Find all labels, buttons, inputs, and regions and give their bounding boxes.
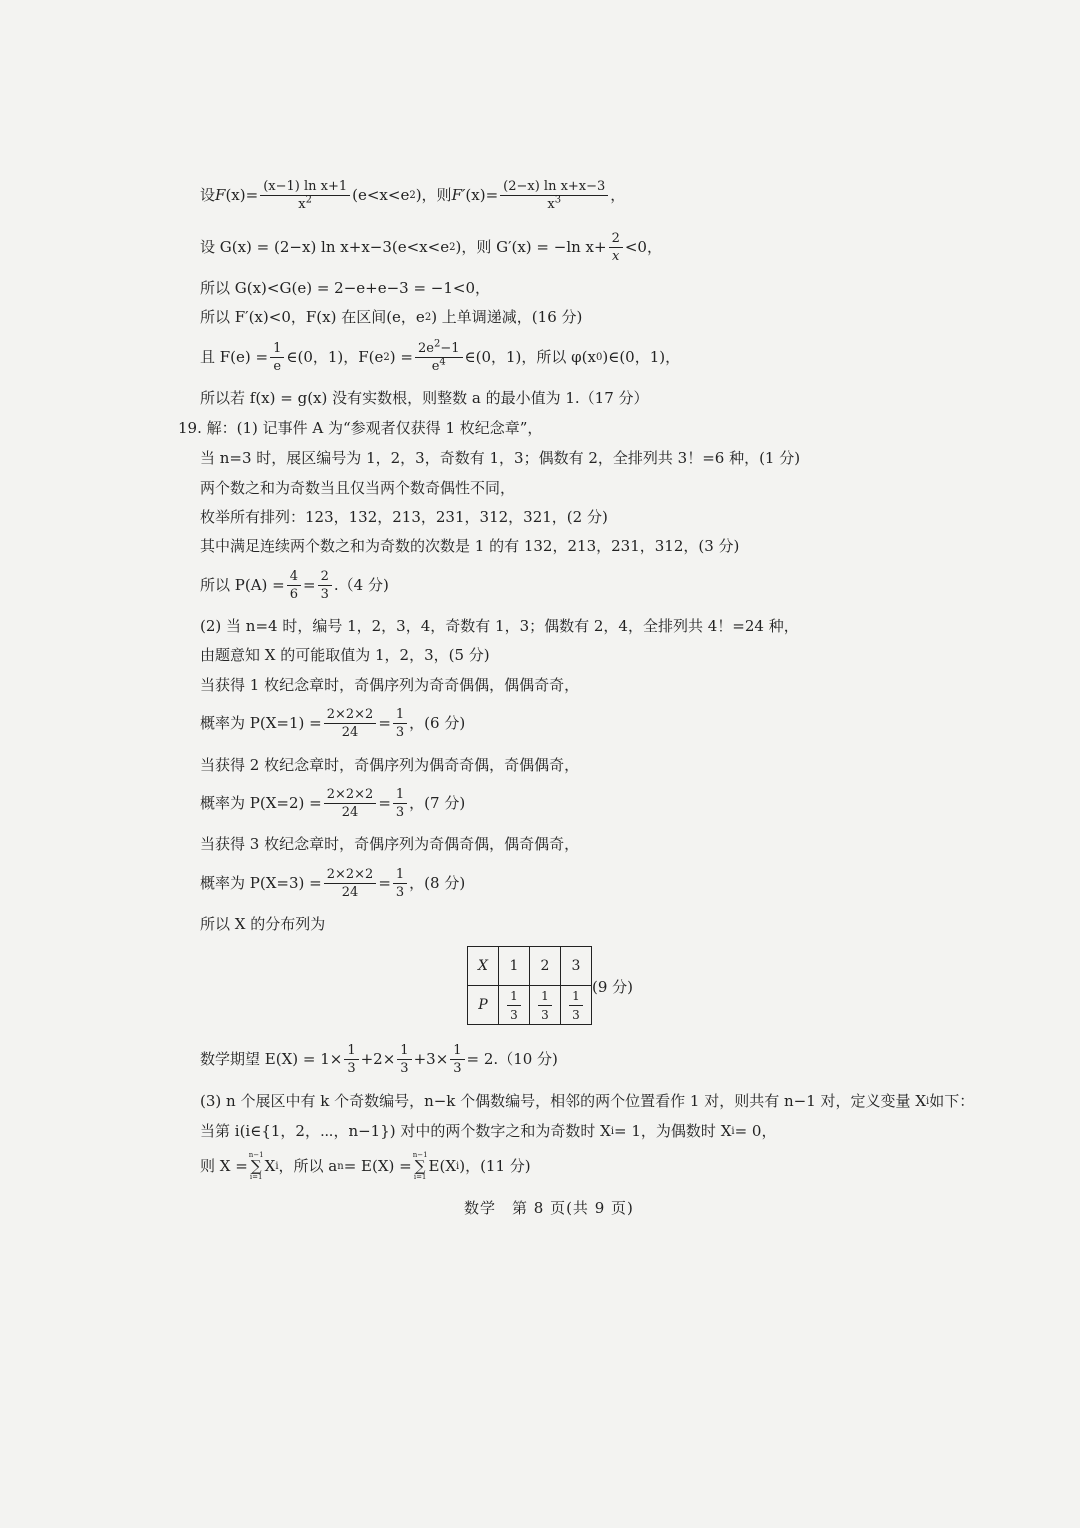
text-line: 当第 i(i∈{1，2，⋯，n−1}) 对中的两个数字之和为奇数时 X i = 1，为偶数时 X i = 0， — [200, 1122, 777, 1140]
formula-expectation: 数学期望 E(X) = 1× $\frac{1}{3}$ +2× $\frac{1}{3}$ +3× $\frac{1}{3}$ = 2.（10 分) — [200, 1043, 558, 1076]
fraction: $\frac{1}{3}$ — [393, 708, 407, 739]
text-line: 所以 X 的分布列为 — [200, 915, 326, 933]
formula-PX1: 概率为 P(X=1) = $\frac{2\times 2\times 2}{24}$ = $\frac{1}{3}$ ，(6 分) — [200, 707, 466, 740]
formula-F-def: 设 F (x) = $\frac{\text{(x−1) ln x+1}}{x^2}$ (e<x<e 2 )，则 F′ (x) = $\frac{\text{(2−x) ln x+x−3}}{x^3}$ ， — [200, 179, 626, 212]
text-line: 其中满足连续两个数之和为奇数的次数是 1 的有 132，213，231，312，(3 分) — [200, 537, 740, 555]
fraction: $\frac{4}{6}$ — [287, 570, 301, 601]
text-line: (3) n 个展区中有 k 个奇数编号，n−k 个偶数编号，相邻的两个位置看作 1 对，则共有 n−1 对，定义变量 X i 如下： — [200, 1092, 975, 1110]
text-line: 两个数之和为奇数当且仅当两个数奇偶性不同， — [200, 479, 516, 497]
formula-PX2: 概率为 P(X=2) = $\frac{2\times 2\times 2}{24}$ = $\frac{1}{3}$ ，(7 分) — [200, 787, 466, 820]
table-cell: $\frac{1}{3}$ — [561, 986, 592, 1025]
fraction: $\frac{2\times 2\times 2}{24}$ — [324, 708, 377, 739]
text-line: 当获得 2 枚纪念章时，奇偶序列为偶奇奇偶，奇偶偶奇， — [200, 756, 580, 774]
fraction: $\frac{1}{3}$ — [344, 1044, 358, 1075]
fraction: $\frac{1}{3}$ — [393, 868, 407, 899]
fraction: $\frac{1}{3}$ — [393, 788, 407, 819]
text-line: 所以若 f(x) = g(x) 没有实数根，则整数 a 的最小值为 1.（17 分） — [200, 389, 649, 407]
sum-symbol: n−1 ∑ i=1 — [412, 1151, 428, 1181]
text-line: 当获得 3 枚纪念章时，奇偶序列为奇偶奇偶，偶奇偶奇， — [200, 835, 580, 853]
table-cell: $\frac{1}{3}$ — [499, 986, 530, 1025]
text-line: 由题意知 X 的可能取值为 1，2，3，(5 分) — [200, 646, 490, 664]
fraction: $\frac{\text{(x−1) ln x+1}}{x^2}$ — [260, 180, 350, 211]
table-row — [468, 947, 592, 986]
text-line: 当 n=3 时，展区编号为 1，2，3，奇数有 1，3；偶数有 2，全排列共 3！=6 种，(1 分) — [200, 449, 801, 467]
fraction: $\frac{2e^2-1}{e^4}$ — [415, 342, 463, 373]
formula-PA: 所以 P(A) = $\frac{4}{6}$ = $\frac{2}{3}$ .（4 分) — [200, 569, 389, 602]
text-line: 枚举所有排列：123，132，213，231，312，321，(2 分) — [200, 508, 608, 526]
fraction: $\frac{2}{3}$ — [318, 570, 332, 601]
distribution-table — [467, 946, 592, 1025]
formula-sum: 则 X = n−1 ∑ i=1 X i ，所以 a n = E(X) = n−1 ∑ i=1 E(X i )，(11 分) — [200, 1151, 531, 1181]
text-line: 所以 F′(x)<0，F(x) 在区间(e，e 2 ) 上单调递减，(16 分) — [200, 308, 583, 326]
table-cell: 3 — [561, 947, 592, 986]
fraction: $\frac{2\times 2\times 2}{24}$ — [324, 868, 377, 899]
table-score: (9 分) — [592, 978, 634, 996]
fraction: $\frac{2\times 2\times 2}{24}$ — [324, 788, 377, 819]
fraction: $\frac{1}{e}$ — [270, 342, 284, 373]
text-line: (2) 当 n=4 时，编号 1，2，3，4，奇数有 1，3；偶数有 2，4，全排列共 4！=24 种， — [200, 617, 799, 635]
question-19-heading: 19. 解：(1) 记事件 A 为“参观者仅获得 1 枚纪念章”， — [178, 419, 543, 437]
text-line: 当获得 1 枚纪念章时，奇偶序列为奇奇偶偶，偶偶奇奇， — [200, 676, 580, 694]
fraction: $\frac{2}{x}$ — [609, 232, 623, 263]
table-cell: 2 — [530, 947, 561, 986]
fraction: $\frac{1}{3}$ — [450, 1044, 464, 1075]
formula-G-def: 设 G(x) = (2−x) ln x+x−3(e<x<e 2 )，则 G′(x) = −ln x+ $\frac{2}{x}$ <0， — [200, 231, 662, 264]
page-footer: 数学 第 8 页(共 9 页) — [464, 1199, 634, 1217]
table-cell: X — [468, 947, 499, 986]
fraction: $\frac{\text{(2−x) ln x+x−3}}{x^3}$ — [500, 180, 608, 211]
sum-symbol: n−1 ∑ i=1 — [248, 1151, 264, 1181]
formula-PX3: 概率为 P(X=3) = $\frac{2\times 2\times 2}{24}$ = $\frac{1}{3}$ ，(8 分) — [200, 867, 466, 900]
table-cell: 1 — [499, 947, 530, 986]
fraction: $\frac{1}{3}$ — [397, 1044, 411, 1075]
text-line: 所以 G(x)<G(e) = 2−e+e−3 = −1<0， — [200, 279, 491, 297]
table-row — [468, 986, 592, 1025]
formula-F-range: 且 F(e) = $\frac{1}{e}$ ∈(0，1)，F(e 2 ) = $\frac{2e^2-1}{e^4}$ ∈(0，1)，所以 φ(x 0 )∈(0，1)， — [200, 338, 681, 374]
table-cell: P — [468, 986, 499, 1025]
table-cell: $\frac{1}{3}$ — [530, 986, 561, 1025]
